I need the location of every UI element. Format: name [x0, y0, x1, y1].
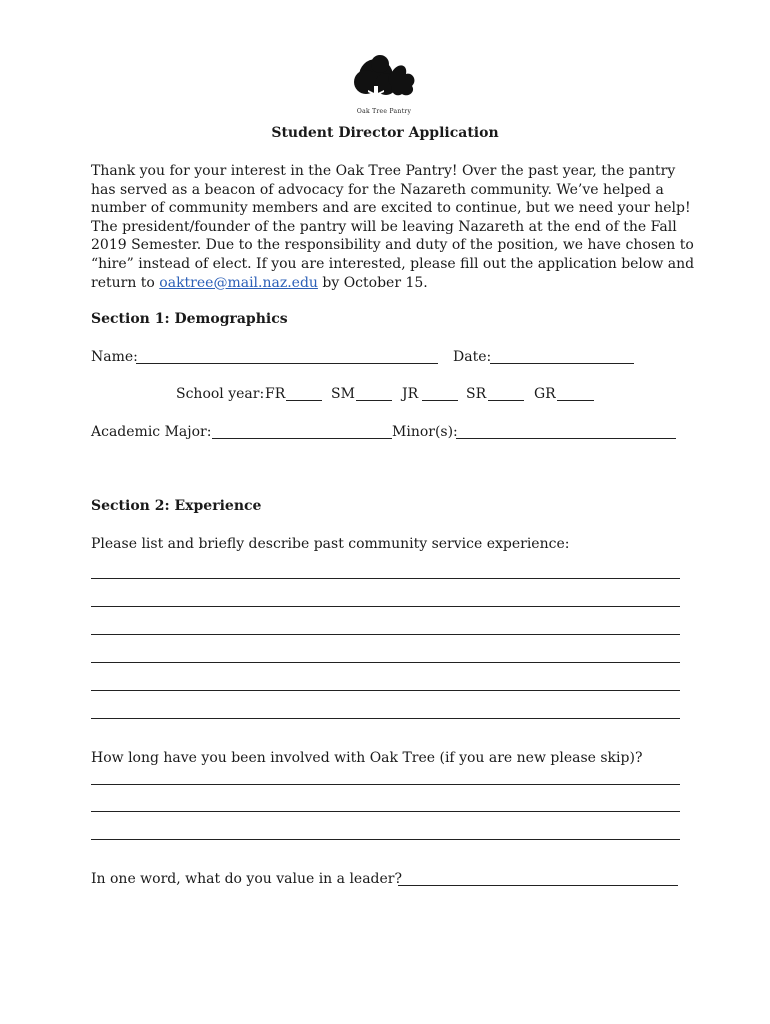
date-label: Date:: [453, 349, 492, 365]
intro-paragraph: [91, 162, 695, 292]
intro-line: has served as a beacon of advocacy for the Nazareth community. We’ve helped a: [91, 181, 664, 198]
answer-line[interactable]: [91, 578, 680, 579]
answer-line[interactable]: [91, 718, 680, 719]
year-option-sm: SM: [331, 386, 355, 402]
answer-line[interactable]: [91, 634, 680, 635]
year-gr-field[interactable]: [557, 387, 594, 401]
question-leader-value: In one word, what do you value in a leader?: [91, 871, 402, 887]
intro-line: number of community members and are excited to continue, but we need your help!: [91, 200, 691, 217]
email-link[interactable]: oaktree@mail.naz.edu: [159, 274, 318, 291]
question-community-service: Please list and briefly describe past community service experience:: [91, 536, 570, 552]
minor-field[interactable]: [456, 425, 676, 439]
year-sm-field[interactable]: [356, 387, 392, 401]
name-label: Name:: [91, 349, 138, 365]
intro-line: 2019 Semester. Due to the responsibility and duty of the position, we have chosen to: [91, 237, 694, 254]
major-field[interactable]: [212, 425, 392, 439]
school-year-label: School year:: [176, 386, 265, 402]
intro-line: The president/founder of the pantry will be leaving Nazareth at the end of the Fall: [91, 218, 677, 235]
year-fr-field[interactable]: [286, 387, 322, 401]
intro-line: Thank you for your interest in the Oak Tree Pantry! Over the past year, the pantry: [91, 163, 676, 179]
answer-line[interactable]: [91, 662, 680, 663]
intro-text: by October 15.: [317, 274, 428, 291]
name-field[interactable]: [136, 350, 438, 364]
intro-line-last: [91, 274, 691, 293]
year-option-sr: SR: [466, 386, 487, 402]
intro-line: “hire” instead of elect. If you are interested, please fill out the application below and: [91, 255, 695, 272]
year-option-gr: GR: [534, 386, 556, 402]
answer-line[interactable]: [91, 811, 680, 812]
question-involvement: How long have you been involved with Oak Tree (if you are new please skip)?: [91, 750, 643, 766]
year-jr-field[interactable]: [422, 387, 458, 401]
section1-heading: Section 1: Demographics: [91, 311, 288, 327]
major-label: Academic Major:: [91, 424, 212, 440]
page-title: Student Director Application: [271, 125, 499, 141]
year-sr-field[interactable]: [488, 387, 524, 401]
date-field[interactable]: [490, 350, 634, 364]
logo-caption: Oak Tree Pantry: [356, 108, 412, 115]
year-option-fr: FR: [265, 386, 286, 402]
answer-line[interactable]: [91, 606, 680, 607]
section2-heading: Section 2: Experience: [91, 498, 262, 514]
minor-label: Minor(s):: [392, 424, 458, 440]
intro-text: return to: [91, 274, 160, 291]
year-option-jr: JR: [402, 386, 419, 402]
answer-line[interactable]: [91, 784, 680, 785]
answer-line[interactable]: [91, 690, 680, 691]
answer-line[interactable]: [91, 839, 680, 840]
leader-value-field[interactable]: [398, 872, 678, 886]
